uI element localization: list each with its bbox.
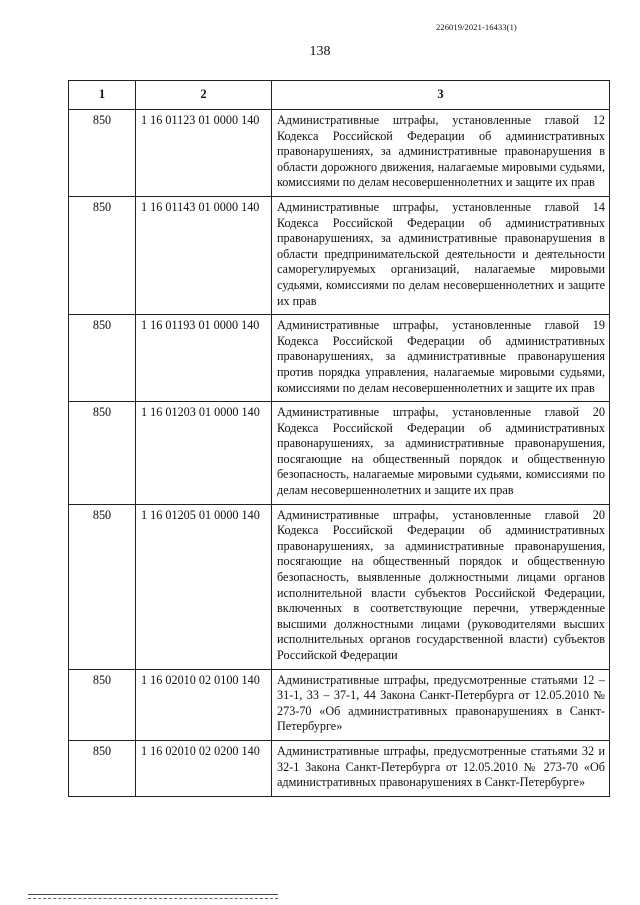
page-number: 138 (309, 44, 331, 59)
table-row (69, 669, 610, 740)
budget-code-cell: 1 16 01193 01 0000 140 (136, 315, 272, 402)
column-header-1: 1 (69, 81, 136, 110)
table-row (69, 315, 610, 402)
table-header-row (69, 81, 610, 110)
budget-code-cell: 1 16 01205 01 0000 140 (136, 504, 272, 669)
description-cell: Административные штрафы, установленные главой 19 Кодекса Российской Федерации об административных правонарушениях, за административные правонарушения против порядка управления, налагаемые мировыми судьями, комиссиями по делам несовершеннолетних и защите их прав (272, 315, 610, 402)
admin-code-cell: 850 (69, 402, 136, 505)
description-cell: Административные штрафы, установленные главой 12 Кодекса Российской Федерации об административных правонарушениях, за административные правонарушения в области дорожного движения, налагаемые мировыми судьями, комиссиями по делам несовершеннолетних и защите их прав (272, 110, 610, 197)
table-row (69, 504, 610, 669)
table-row (69, 196, 610, 314)
description-cell: Административные штрафы, установленные главой 20 Кодекса Российской Федерации об административных правонарушениях, за административные правонарушения, посягающие на общественный порядок и общественную безопасность, налагаемые мировыми судьями, комиссиями по делам несовершеннолетних и защите их прав (272, 402, 610, 505)
budget-code-cell: 1 16 02010 02 0100 140 (136, 669, 272, 740)
budget-code-cell: 1 16 02010 02 0200 140 (136, 740, 272, 796)
column-header-3: 3 (272, 81, 610, 110)
admin-code-cell: 850 (69, 110, 136, 197)
budget-code-cell: 1 16 01143 01 0000 140 (136, 196, 272, 314)
admin-code-cell: 850 (69, 740, 136, 796)
description-cell: Административные штрафы, установленные главой 20 Кодекса Российской Федерации об административных правонарушениях, за административные правонарушения, посягающие на общественный порядок и общественную безопасность, выявленные должностными лицами органов исполнительной власти субъектов Российской Федерации, включенных в соответствующие перечни, утвержденные высшими должностными лицами (руководителями высших исполнительных органов государственной власти) субъектов Российской Федерации (272, 504, 610, 669)
admin-code-cell: 850 (69, 315, 136, 402)
column-header-2: 2 (136, 81, 272, 110)
admin-code-cell: 850 (69, 196, 136, 314)
admin-code-cell: 850 (69, 669, 136, 740)
footer-rule (28, 894, 278, 899)
table-row (69, 110, 610, 197)
fines-table (68, 80, 610, 797)
table-row (69, 402, 610, 505)
document-id: 226019/2021-16433(1) (436, 22, 517, 32)
description-cell: Административные штрафы, установленные главой 14 Кодекса Российской Федерации об административных правонарушениях, за административные правонарушения в области предпринимательской деятельности и деятельности саморегулируемых организаций, налагаемые мировыми судьями, комиссиями по делам несовершеннолетних и защите их прав (272, 196, 610, 314)
budget-code-cell: 1 16 01203 01 0000 140 (136, 402, 272, 505)
description-cell: Административные штрафы, предусмотренные статьями 32 и 32-1 Закона Санкт-Петербурга от 12.05.2010 № 273-70 «Об административных правонарушениях в Санкт-Петербурге» (272, 740, 610, 796)
admin-code-cell: 850 (69, 504, 136, 669)
budget-code-cell: 1 16 01123 01 0000 140 (136, 110, 272, 197)
table-row (69, 740, 610, 796)
description-cell: Административные штрафы, предусмотренные статьями 12 – 31-1, 33 – 37-1, 44 Закона Санкт-Петербурга от 12.05.2010 № 273-70 «Об административных правонарушениях в Санкт-Петербурге» (272, 669, 610, 740)
